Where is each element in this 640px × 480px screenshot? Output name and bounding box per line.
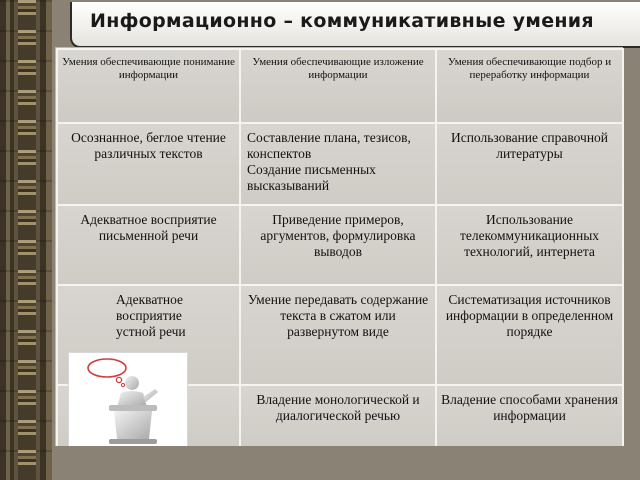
decorative-side-strip <box>0 0 52 480</box>
title-bar <box>70 2 640 48</box>
table-cell: Приведение примеров, аргументов, формулировка выводов <box>240 205 436 285</box>
table-cell: Осознанное, беглое чтение различных текстов <box>57 123 240 205</box>
table-cell: Адекватное восприятие устной речи <box>57 285 240 385</box>
speaker-illustration <box>68 352 188 448</box>
thought-bubble-icon <box>88 359 126 387</box>
table-row <box>57 205 623 285</box>
table-header-row <box>57 49 623 123</box>
slide-title: Информационно – коммуникативные умения <box>90 10 594 32</box>
header-processing: Умения обеспечивающие подбор и переработку информации <box>436 49 623 123</box>
table-cell: Систематизация источников информации в определенном порядке <box>436 285 623 385</box>
table-cell: Использование телекоммуникационных технологий, интернета <box>436 205 623 285</box>
table-cell: Умение передавать содержание текста в сжатом или развернутом виде <box>240 285 436 385</box>
table-cell: Владение способами хранения информации <box>436 385 623 447</box>
table-row <box>57 123 623 205</box>
header-presentation: Умения обеспечивающие изложение информации <box>240 49 436 123</box>
speaker-at-podium-icon <box>69 353 187 447</box>
table-cell: Владение монологической и диалогической речью <box>240 385 436 447</box>
table-cell: Адекватное восприятие письменной речи <box>57 205 240 285</box>
header-understanding: Умения обеспечивающие понимание информации <box>57 49 240 123</box>
table-cell: Использование справочной литературы <box>436 123 623 205</box>
table-cell: Составление плана, тезисов, конспектов Создание письменных высказываний <box>240 123 436 205</box>
footer-band <box>52 446 640 480</box>
